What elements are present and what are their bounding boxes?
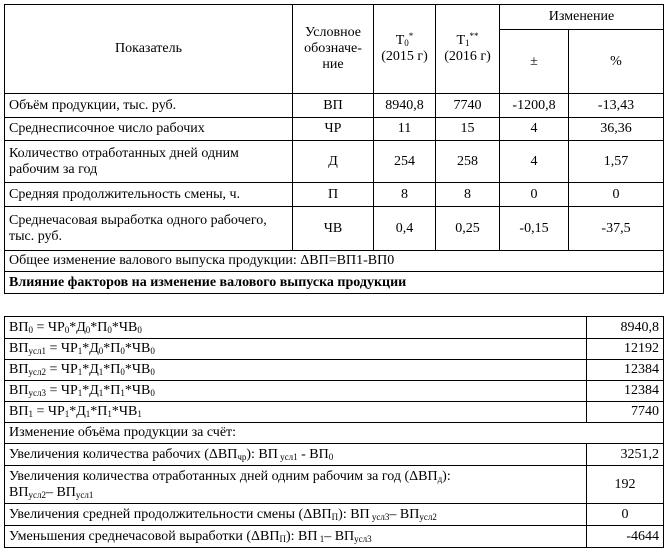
header-pct: % xyxy=(569,30,664,94)
table-row: Среднесписочное число рабочих ЧР 11 15 4 36,36 xyxy=(5,118,664,141)
table-row: Среднечасовая выработка одного рабочего, тыс. руб. ЧВ 0,4 0,25 -0,15 -37,5 xyxy=(5,207,664,251)
factor-shift: Увеличения средней продолжительности смены $(\Delta ВП_П)$: ВП $_{усл3}$– $ВП_{усл2}$ xyxy=(5,504,587,526)
table-row: Увеличения количества отработанных дней одним рабочим за год $(\Delta ВП_д)$: $ВП_{усл2}-$ $ВП_{усл1}$ 192 xyxy=(5,466,664,504)
factor-workers: Увеличения количества рабочих $(\Delta ВП_{чр})$: ВП $_{усл1} - ВП_0$ xyxy=(5,444,587,466)
change-title: Изменение объёма продукции за счёт: xyxy=(5,423,664,444)
table-row: Уменьшения среднечасовой выработки $(\Delta ВП_П)$: ВП $_1$– $ВП_{усл3}$ -4644 xyxy=(5,526,664,548)
formula-vp1: $ВП_1 = ЧР_1*Д_1*П_1*ЧВ_1$ xyxy=(5,402,587,423)
factors-title: Влияние факторов на изменение валового выпуска продукции xyxy=(5,272,664,294)
table-row: $ВП_0 = ЧР_0*Д_0*П_0*ЧВ_0$ 8940,8 xyxy=(5,317,664,339)
header-symbol: Условное обозначе-ние xyxy=(293,5,374,94)
header-t1: $Т_1^{**}$ (2016 г) xyxy=(436,5,500,94)
formula-vp0: $ВП_0 = ЧР_0*Д_0*П_0*ЧВ_0$ xyxy=(5,317,587,339)
factor-calculation-table xyxy=(4,316,664,548)
formula-vp-usl2: $ВП_{усл2} = ЧР_1*Д_1*П_0*ЧВ_0$ xyxy=(5,360,587,381)
header-t0: $Т_0^*$ (2015 г) xyxy=(374,5,436,94)
table-row: Количество отработанных дней одним рабочим за год Д 254 258 4 1,57 xyxy=(5,141,664,183)
total-change-formula: Общее изменение валового выпуска продукции: ΔВП=ВП1-ВП0 xyxy=(5,251,664,272)
table-row: $ВП_1 = ЧР_1*Д_1*П_1*ЧВ_1$ 7740 xyxy=(5,402,664,423)
table-row: $ВП_{усл3} = ЧР_1*Д_1*П_1*ЧВ_0$ 12384 xyxy=(5,381,664,402)
header-indicator: Показатель xyxy=(5,5,293,94)
table-row: Увеличения средней продолжительности смены $(\Delta ВП_П)$: ВП $_{усл3}$– $ВП_{усл2}$ 0 xyxy=(5,504,664,526)
table-row: Объём продукции, тыс. руб. ВП 8940,8 7740 -1200,8 -13,43 xyxy=(5,94,664,118)
header-abs: ± xyxy=(500,30,569,94)
header-change: Изменение xyxy=(500,5,664,30)
indicators-table xyxy=(4,4,664,294)
table-row: $ВП_{усл1} = ЧР_1*Д_0*П_0*ЧВ_0$ 12192 xyxy=(5,339,664,360)
factor-hourly-output: Уменьшения среднечасовой выработки $(\Delta ВП_П)$: ВП $_1$– $ВП_{усл3}$ xyxy=(5,526,587,548)
table-row: $ВП_{усл2} = ЧР_1*Д_1*П_0*ЧВ_0$ 12384 xyxy=(5,360,664,381)
factor-days: Увеличения количества отработанных дней одним рабочим за год $(\Delta ВП_д)$: $ВП_{усл2}-$ $ВП_{усл1}$ xyxy=(5,466,587,504)
table-row: Средняя продолжительность смены, ч. П 8 8 0 0 xyxy=(5,183,664,207)
formula-vp-usl1: $ВП_{усл1} = ЧР_1*Д_0*П_0*ЧВ_0$ xyxy=(5,339,587,360)
table-row: Увеличения количества рабочих $(\Delta ВП_{чр})$: ВП $_{усл1} - ВП_0$ 3251,2 xyxy=(5,444,664,466)
formula-vp-usl3: $ВП_{усл3} = ЧР_1*Д_1*П_1*ЧВ_0$ xyxy=(5,381,587,402)
